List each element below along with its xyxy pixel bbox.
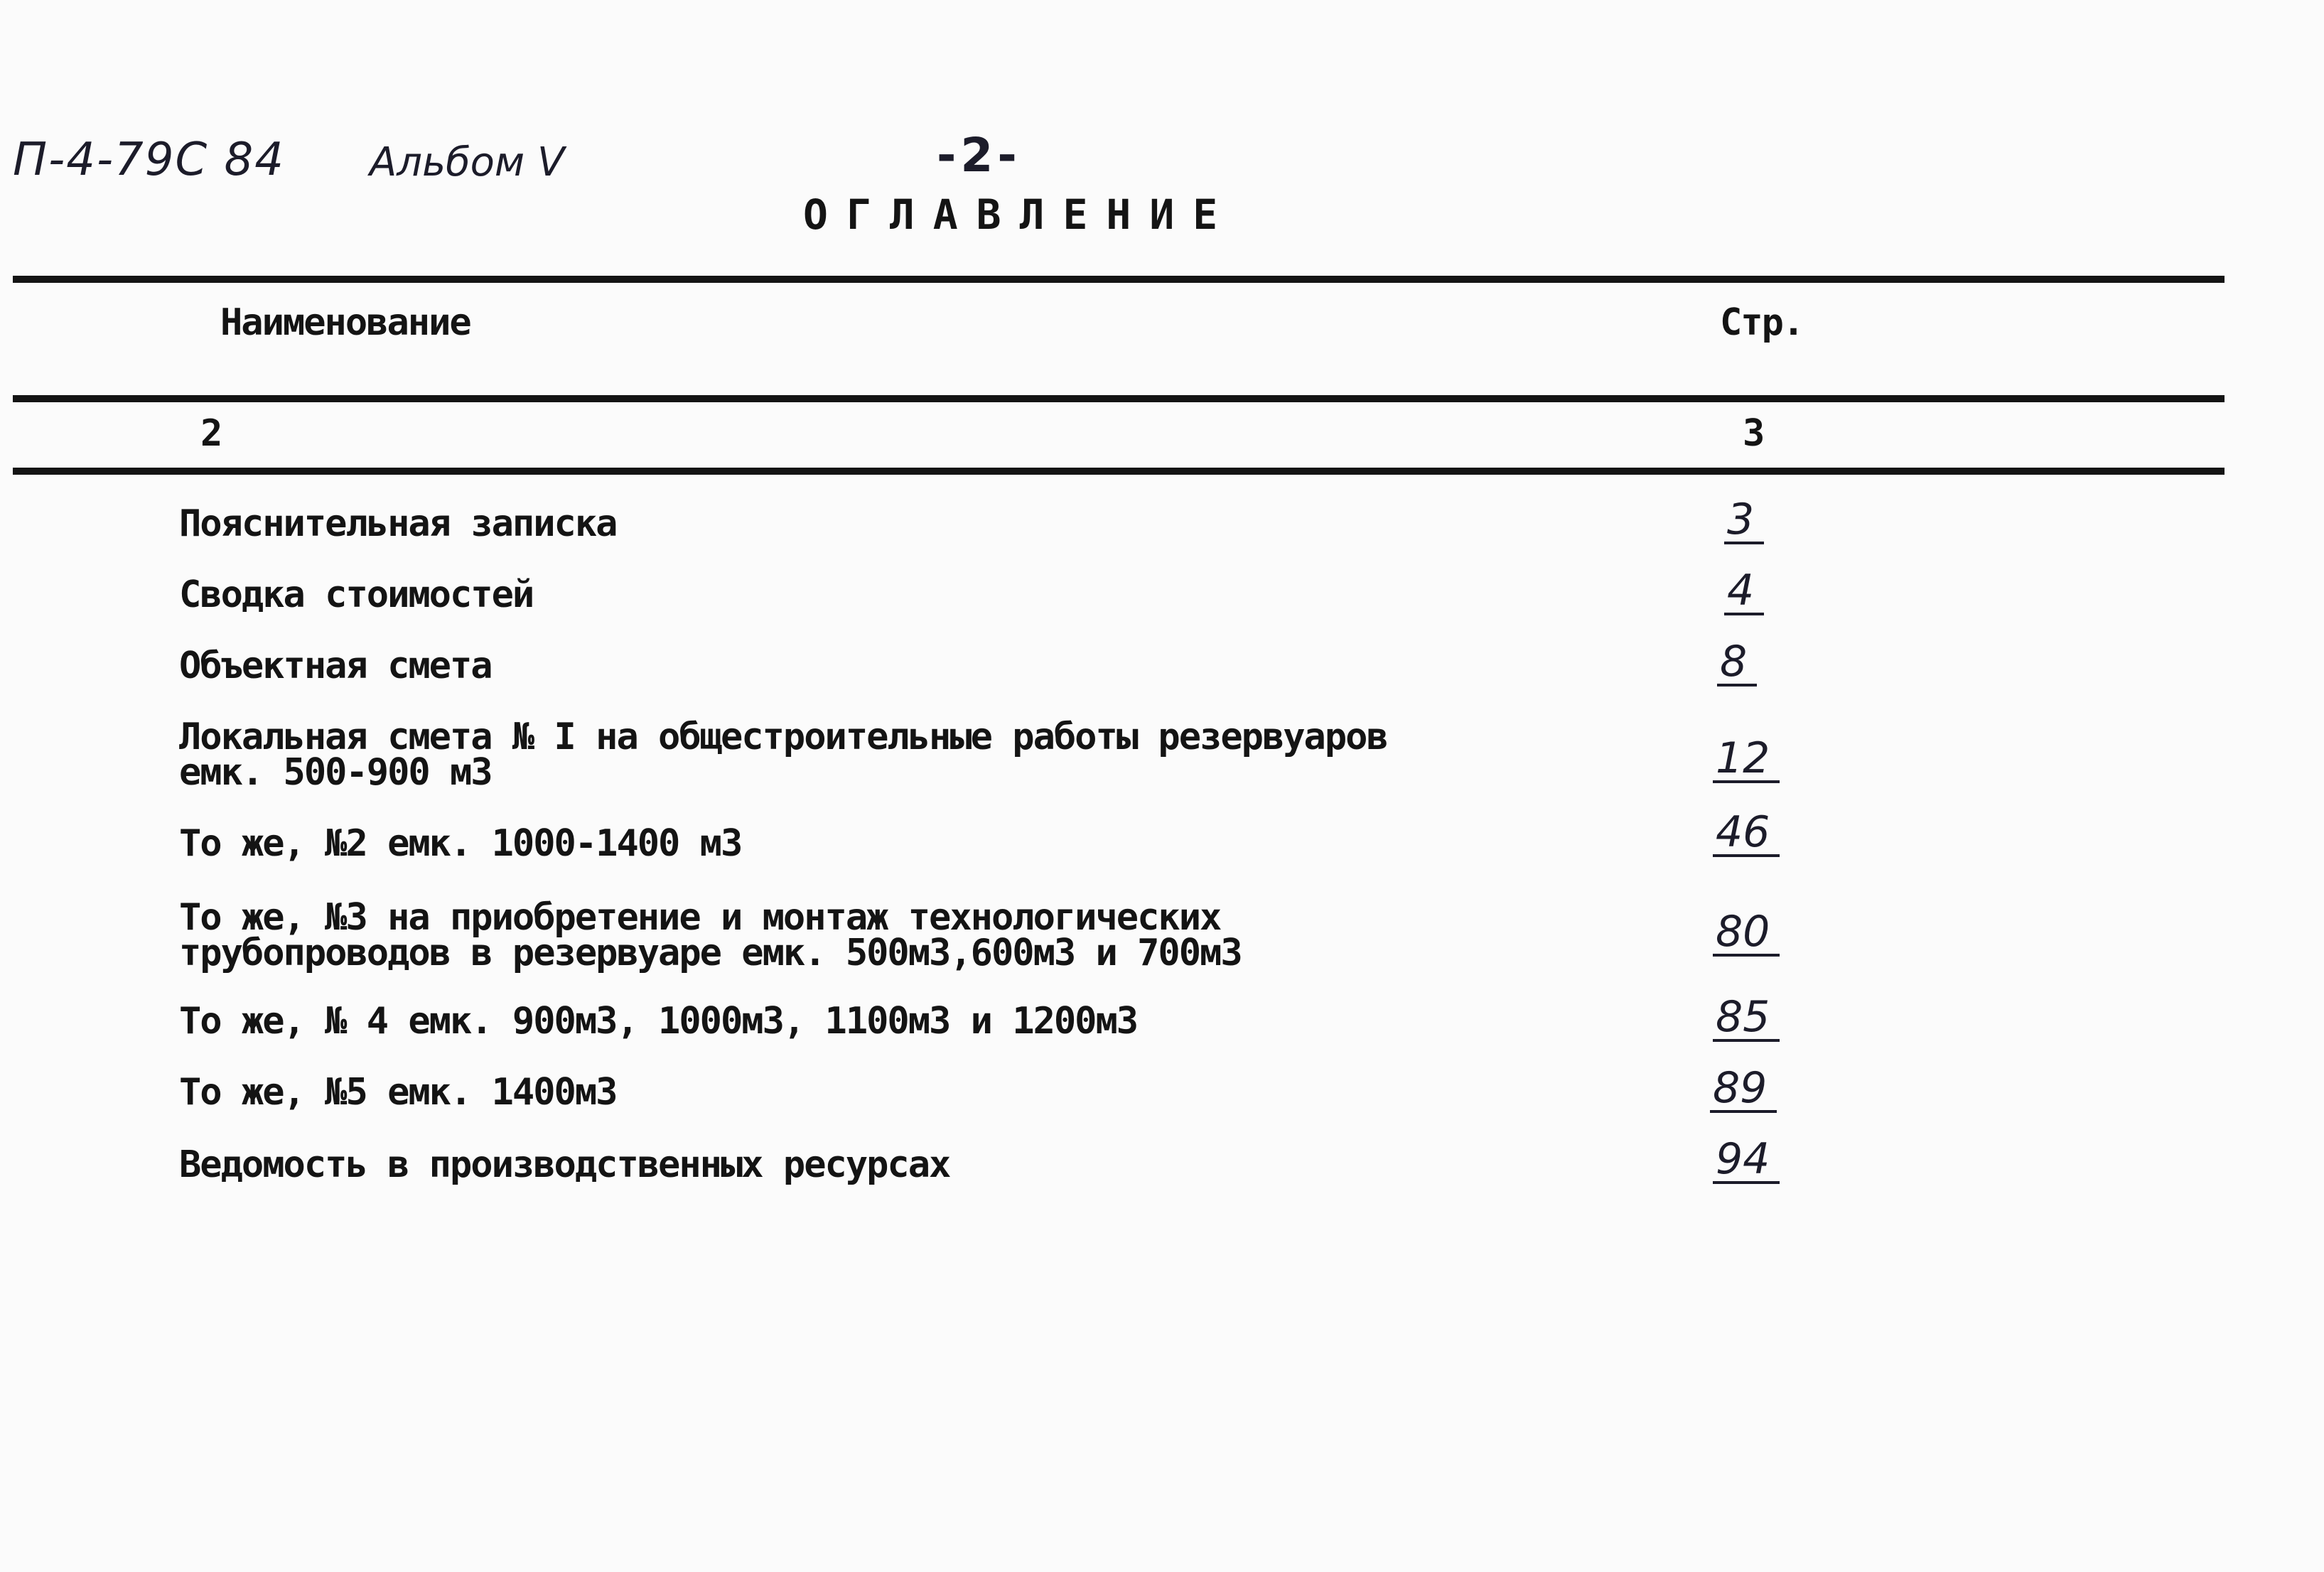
document-code: П-4-79С 84 <box>13 134 285 186</box>
toc-item-cost-summary: Сводка стоимостей <box>179 574 534 616</box>
toc-page-resources-list: 94 <box>1713 1137 1780 1184</box>
toc-item-local-estimate-1: Локальная смета № I на общестроительные работы резервуаров емк. 500-900 м3 <box>179 716 1387 794</box>
toc-page-cost-summary: 4 <box>1724 569 1764 615</box>
toc-item-explanatory-note: Пояснительная записка <box>179 502 617 545</box>
page-title: ОГЛАВЛЕНИЕ <box>803 190 1237 239</box>
column-number-page: 3 <box>1743 412 1765 455</box>
toc-page-estimate-3: 80 <box>1713 910 1780 957</box>
header-divider-rule <box>13 395 2225 402</box>
toc-page-explanatory-note: 3 <box>1724 497 1764 544</box>
toc-page-estimate-5: 89 <box>1710 1066 1777 1113</box>
column-number-name: 2 <box>200 412 223 455</box>
column-header-name: Наименование <box>220 301 470 344</box>
toc-item-estimate-3: То же, №3 на приобретение и монтаж технологических трубопроводов в резервуаре емк. 500м3,600м3 и 700м3 <box>179 896 1242 974</box>
toc-page-local-estimate-1: 12 <box>1713 736 1780 783</box>
toc-page-estimate-2: 46 <box>1713 810 1780 857</box>
toc-item-object-estimate: Объектная смета <box>179 645 492 687</box>
toc-item-resources-list: Ведомость в производственных ресурсах <box>179 1143 950 1186</box>
column-header-page: Стр. <box>1720 301 1804 344</box>
toc-item-estimate-4: То же, № 4 емк. 900м3, 1000м3, 1100м3 и 1200м3 <box>179 1000 1138 1043</box>
toc-page-estimate-4: 85 <box>1713 995 1780 1042</box>
table-top-rule <box>13 276 2225 283</box>
toc-item-estimate-2: То же, №2 емк. 1000-1400 м3 <box>179 822 742 865</box>
page-number: -2- <box>937 128 1021 183</box>
toc-item-estimate-5: То же, №5 емк. 1400м3 <box>179 1071 617 1114</box>
album-label: Альбом V <box>370 139 565 185</box>
toc-page-object-estimate: 8 <box>1717 640 1757 687</box>
header-bottom-rule <box>13 468 2225 475</box>
